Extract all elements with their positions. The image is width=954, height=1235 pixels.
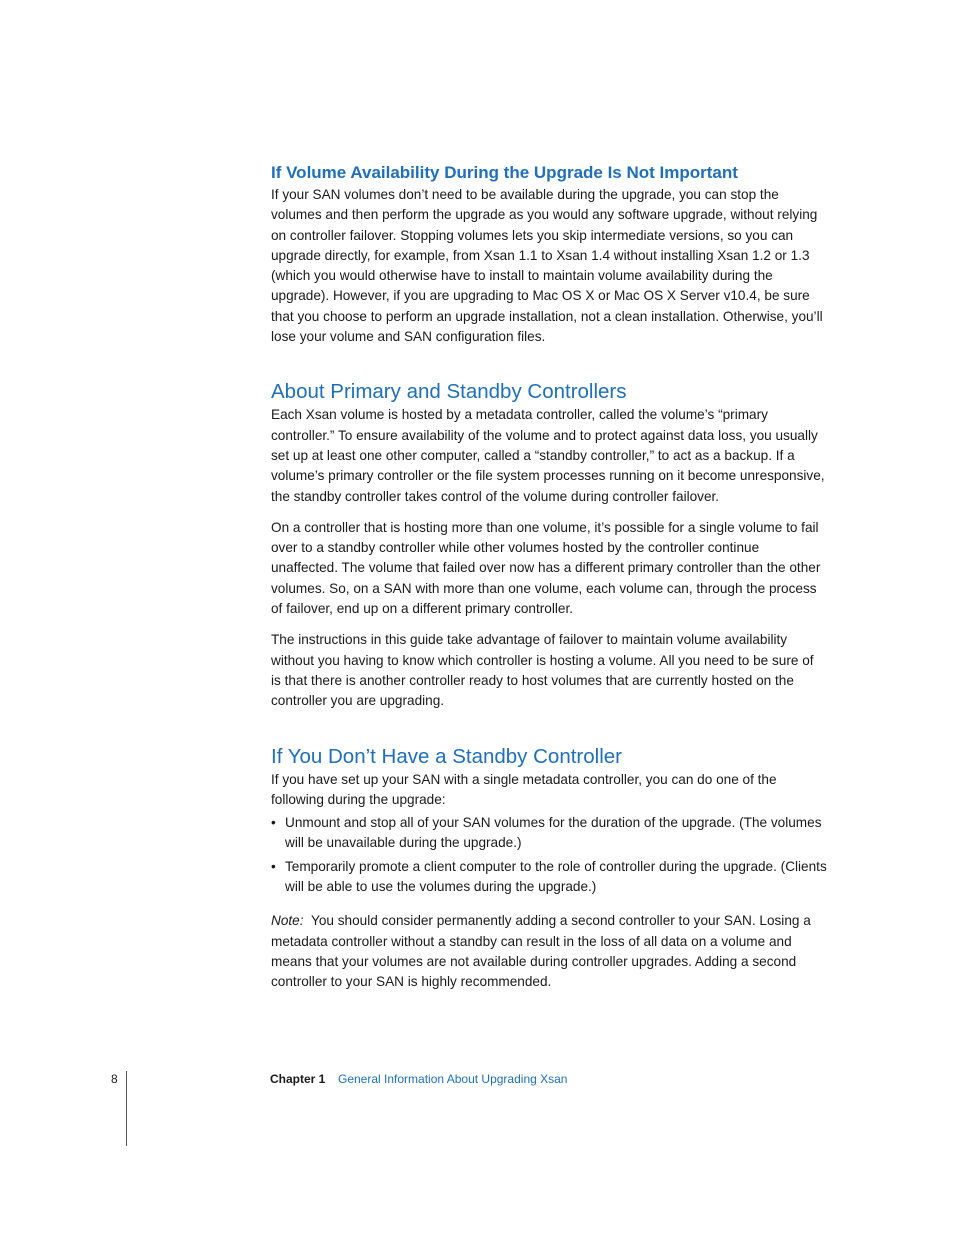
list-item-text: Unmount and stop all of your SAN volumes for the duration of the upgrade. (The volumes will be unavailable during the upgrade.) xyxy=(285,815,822,851)
list-item-text: Temporarily promote a client computer to the role of controller during the upgrade. (Clients will be able to use the volumes during the upgrade.) xyxy=(285,858,827,895)
list-item xyxy=(271,857,827,898)
bullet-icon: • xyxy=(271,858,276,874)
section-heading-primary-standby: About Primary and Standby Controllers xyxy=(271,380,627,404)
note-label: Note: xyxy=(271,913,304,929)
footer-divider xyxy=(126,1071,127,1146)
paragraph: The instructions in this guide take advantage of failover to maintain volume availability without you having to know which controller is hosting a volume. All you need to be sure of is that there is another controller ready to host volumes that are currently hosted on the controller you are upgrading. xyxy=(271,632,814,709)
paragraph: If you have set up your SAN with a single metadata controller, you can do one of the following during the upgrade: xyxy=(271,771,777,807)
bullet-list xyxy=(271,813,827,897)
footer-chapter-label: Chapter 1 xyxy=(270,1072,326,1086)
paragraph: On a controller that is hosting more than one volume, it’s possible for a single volume to fail over to a standby controller while other volumes hosted by the controller continue unaffected. The volume that failed over now has a different primary controller than the other volumes. So, on a SAN with more than one volume, each volume can, through the process of failover, end up on a different primary controller. xyxy=(271,519,821,617)
bullet-icon: • xyxy=(271,815,276,831)
section-heading-volume-availability: If Volume Availability During the Upgrade Is Not Important xyxy=(271,163,738,182)
page-number: 8 xyxy=(111,1072,118,1086)
note-text: You should consider permanently adding a second controller to your SAN. Losing a metadata controller without a standby can result in the loss of all data on a volume and means that your volumes are not available during controller upgrades. Adding a second controller to your SAN is highly recommended. xyxy=(271,913,811,990)
paragraph: If your SAN volumes don’t need to be available during the upgrade, you can stop the volumes and then perform the upgrade as you would any software upgrade, without relying on controller failover. Stopping volumes lets you skip intermediate versions, so you can upgrade directly, for example, from Xsan 1.1 to Xsan 1.4 without installing Xsan 1.2 or 1.3 (which you would otherwise have to install to maintain volume availability during the upgrade). However, if you are upgrading to Mac OS X or Mac OS X Server v10.4, be sure that you choose to perform an upgrade installation, not a clean installation. Otherwise, you’ll lose your volume and SAN configuration files. xyxy=(271,187,823,345)
footer-chapter-title: General Information About Upgrading Xsan xyxy=(338,1072,568,1086)
page-content xyxy=(271,161,827,993)
list-item xyxy=(271,813,827,854)
paragraph: Each Xsan volume is hosted by a metadata controller, called the volume’s “primary controller.” To ensure availability of the volume and to protect against data loss, you usually set up at least one other computer, called a “standby controller,” to act as a backup. If a volume’s primary controller or the file system processes running on it become unresponsive, the standby controller takes control of the volume during controller failover. xyxy=(271,407,825,504)
section-heading-no-standby: If You Don’t Have a Standby Controller xyxy=(271,744,622,768)
note-paragraph xyxy=(271,911,827,992)
